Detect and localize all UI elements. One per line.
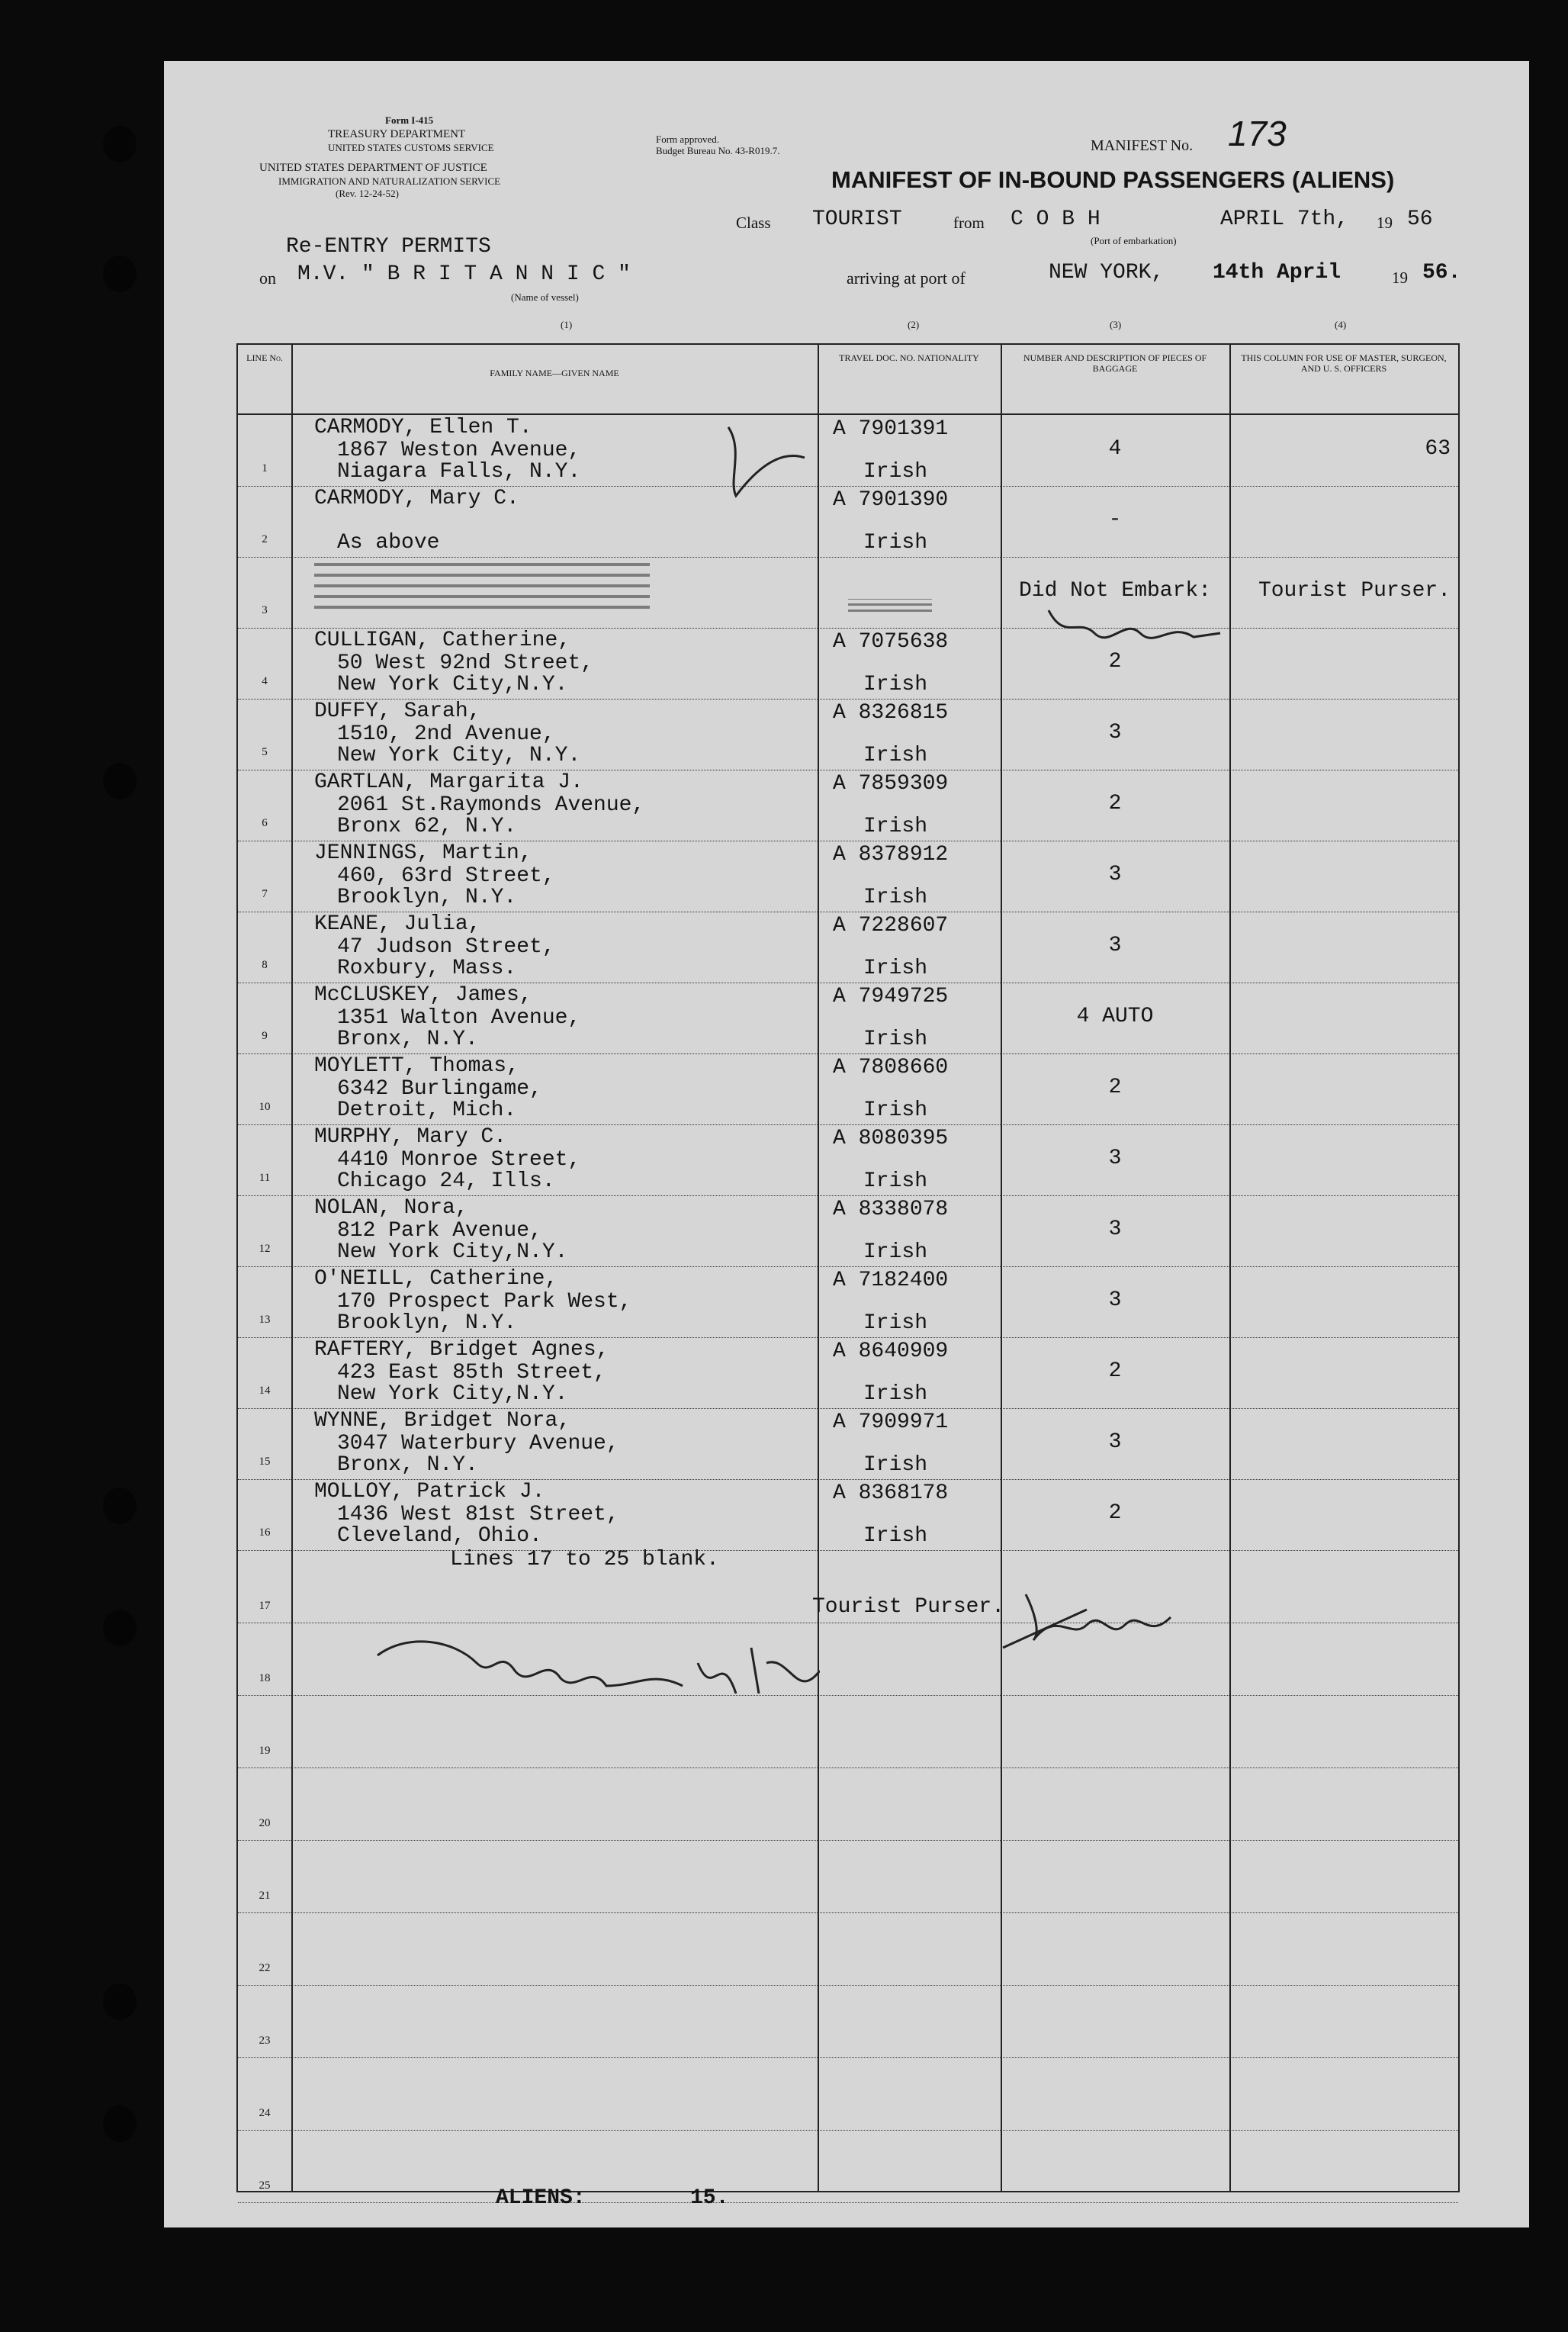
- class-label: Class: [736, 214, 771, 232]
- passenger-name: KEANE, Julia,: [314, 912, 481, 936]
- address-line-1: 423 East 85th Street,: [337, 1361, 606, 1385]
- col-head-baggage: NUMBER AND DESCRIPTION OF PIECES OF BAGGAGE: [1023, 352, 1207, 374]
- arrival-year-prefix: 19: [1392, 269, 1408, 287]
- nationality: Irish: [863, 957, 928, 980]
- address-line-2: Brooklyn, N.Y.: [337, 1311, 517, 1335]
- class-value: TOURIST: [812, 207, 902, 231]
- nationality: Irish: [863, 815, 928, 838]
- line-number: 24: [259, 2107, 271, 2119]
- officer-note: Tourist Purser.: [1258, 579, 1451, 603]
- row-divider: [238, 2057, 1458, 2058]
- on-label: on: [259, 269, 276, 288]
- travel-doc-number: A 7949725: [833, 985, 949, 1008]
- baggage-count: 3: [1108, 1430, 1122, 1454]
- address-line-1: 460, 63rd Street,: [337, 864, 555, 888]
- address-line-2: Cleveland, Ohio.: [337, 1524, 542, 1548]
- table-row: [238, 1337, 1458, 1408]
- purser-label: Tourist Purser.: [812, 1595, 1005, 1619]
- line-number: 8: [262, 959, 268, 971]
- table-row: [238, 1266, 1458, 1337]
- struck-out-doc: [848, 599, 932, 616]
- baggage-count: 3: [1108, 934, 1122, 957]
- did-not-embark-signature: [1041, 595, 1224, 656]
- address-line-2: New York City,N.Y.: [337, 673, 568, 696]
- struck-out-entry: [314, 563, 650, 616]
- travel-doc-number: A 7901391: [833, 417, 949, 441]
- address-line-1: 2061 St.Raymonds Avenue,: [337, 793, 645, 817]
- punch-hole: [103, 2105, 137, 2142]
- baggage-count: 3: [1108, 863, 1122, 886]
- travel-doc-number: A 7228607: [833, 914, 949, 938]
- address-line-1: 3047 Waterbury Avenue,: [337, 1432, 619, 1455]
- manifest-title: MANIFEST OF IN-BOUND PASSENGERS (ALIENS): [831, 166, 1395, 193]
- address-line-1: 4410 Monroe Street,: [337, 1148, 581, 1172]
- nationality: Irish: [863, 886, 928, 909]
- table-row: [238, 770, 1458, 841]
- arriving-label: arriving at port of: [847, 269, 966, 288]
- reentry-permits: Re-ENTRY PERMITS: [286, 235, 491, 259]
- passenger-table: [236, 343, 1460, 2192]
- nationality: Irish: [863, 1240, 928, 1264]
- address-line-1: 812 Park Avenue,: [337, 1219, 542, 1243]
- nationality: Irish: [863, 460, 928, 484]
- baggage-count: 2: [1108, 650, 1122, 674]
- line-number: 7: [262, 888, 268, 900]
- travel-doc-number: A 8080395: [833, 1127, 949, 1150]
- address-line-1: 50 West 92nd Street,: [337, 651, 594, 675]
- passenger-name: DUFFY, Sarah,: [314, 700, 481, 723]
- line-number: 20: [259, 1817, 271, 1829]
- row-divider: [238, 1767, 1458, 1768]
- table-row: [238, 486, 1458, 557]
- baggage-count: 3: [1108, 1217, 1122, 1241]
- vessel-name: M.V. " B R I T A N N I C ": [297, 262, 631, 286]
- travel-doc-number: A 8368178: [833, 1481, 949, 1505]
- address-line-2: New York City, N.Y.: [337, 744, 581, 767]
- nationality: Irish: [863, 1311, 928, 1335]
- punch-hole: [103, 763, 137, 799]
- line-number: 3: [262, 604, 268, 616]
- row-divider: [238, 2202, 1458, 2203]
- baggage-count: 4 AUTO: [1076, 1005, 1154, 1028]
- travel-doc-number: A 7901390: [833, 488, 949, 512]
- line-number: 17: [259, 1600, 271, 1612]
- manifest-number: 173: [1228, 114, 1287, 153]
- baggage-count: 3: [1108, 721, 1122, 745]
- baggage-count: 2: [1108, 792, 1122, 815]
- punch-hole: [103, 126, 137, 162]
- passenger-name: MOLLOY, Patrick J.: [314, 1480, 545, 1504]
- nationality: Irish: [863, 673, 928, 696]
- line-number: 14: [259, 1385, 271, 1397]
- manifest-page: [164, 61, 1529, 2227]
- vessel-caption: (Name of vessel): [511, 291, 579, 303]
- from-label: from: [953, 214, 985, 232]
- passenger-name: O'NEILL, Catherine,: [314, 1267, 558, 1291]
- col-head-line: LINE No.: [246, 352, 283, 363]
- row-divider: [238, 1985, 1458, 1986]
- form-approved: Form approved.: [656, 133, 720, 145]
- nationality: Irish: [863, 1028, 928, 1051]
- officer-signature: [362, 1617, 820, 1709]
- passenger-name: GARTLAN, Margarita J.: [314, 770, 583, 794]
- passenger-name: JENNINGS, Martin,: [314, 841, 532, 865]
- line-number: 6: [262, 817, 268, 829]
- arrival-date: 14th April: [1213, 261, 1341, 285]
- customs-service: UNITED STATES CUSTOMS SERVICE: [328, 142, 494, 153]
- budget-bureau: Budget Bureau No. 43-R019.7.: [656, 145, 780, 156]
- line-number: 10: [259, 1101, 271, 1113]
- travel-doc-number: A 8326815: [833, 701, 949, 725]
- embark-year: 56: [1407, 207, 1433, 231]
- table-row: [238, 912, 1458, 983]
- travel-doc-number: A 7182400: [833, 1269, 949, 1292]
- travel-doc-number: A 8338078: [833, 1198, 949, 1221]
- col-num-1: (1): [561, 319, 573, 330]
- line-number: 19: [259, 1745, 271, 1757]
- port-embark-caption: (Port of embarkation): [1091, 235, 1177, 246]
- address-line-2: Brooklyn, N.Y.: [337, 886, 517, 909]
- nationality: Irish: [863, 1524, 928, 1548]
- arrival-port: NEW YORK,: [1049, 261, 1165, 285]
- line-number: 23: [259, 2034, 271, 2047]
- table-row: [238, 1124, 1458, 1195]
- passenger-name: NOLAN, Nora,: [314, 1196, 468, 1220]
- col-head-doc: TRAVEL DOC. NO. NATIONALITY: [839, 352, 979, 363]
- address-line-1: 1510, 2nd Avenue,: [337, 722, 555, 746]
- table-row: [238, 1195, 1458, 1266]
- nationality: Irish: [863, 1169, 928, 1193]
- line-number: 4: [262, 675, 268, 687]
- address-line-2: Roxbury, Mass.: [337, 957, 517, 980]
- address-line-1: 1436 West 81st Street,: [337, 1503, 619, 1526]
- passenger-name: CULLIGAN, Catherine,: [314, 629, 571, 652]
- travel-doc-number: A 8378912: [833, 843, 949, 867]
- passenger-name: McCLUSKEY, James,: [314, 983, 532, 1007]
- table-row: [238, 983, 1458, 1053]
- row-divider: [238, 2130, 1458, 2131]
- row-divider: [238, 1912, 1458, 1913]
- doj-title: UNITED STATES DEPARTMENT OF JUSTICE: [259, 162, 487, 174]
- baggage-count: -: [1108, 508, 1122, 532]
- address-line-1: 47 Judson Street,: [337, 935, 555, 959]
- officer-note: 63: [1425, 437, 1451, 461]
- embark-date: APRIL 7th,: [1220, 207, 1349, 231]
- nationality: Irish: [863, 1453, 928, 1477]
- punch-hole: [103, 1983, 137, 2020]
- line-number: 16: [259, 1526, 271, 1539]
- baggage-count: Did Not Embark:: [1018, 579, 1212, 603]
- col-num-2: (2): [908, 319, 920, 330]
- address-line-2: Detroit, Mich.: [337, 1098, 517, 1122]
- ins-title: IMMIGRATION AND NATURALIZATION SERVICE: [278, 175, 501, 187]
- table-row: [238, 415, 1458, 486]
- baggage-count: 3: [1108, 1288, 1122, 1312]
- passenger-name: WYNNE, Bridget Nora,: [314, 1409, 571, 1433]
- revision-date: (Rev. 12-24-52): [336, 188, 399, 199]
- address-line-2: New York City,N.Y.: [337, 1382, 568, 1406]
- treasury-dept: TREASURY DEPARTMENT: [328, 128, 466, 140]
- line-number: 13: [259, 1314, 271, 1326]
- table-row: [238, 1408, 1458, 1479]
- line-number: 11: [259, 1172, 271, 1184]
- line-number: 25: [259, 2179, 271, 2192]
- travel-doc-number: A 7808660: [833, 1056, 949, 1079]
- address-line-2: Bronx 62, N.Y.: [337, 815, 517, 838]
- address-line-1: 170 Prospect Park West,: [337, 1290, 632, 1314]
- passenger-name: CARMODY, Mary C.: [314, 487, 519, 510]
- passenger-name: RAFTERY, Bridget Agnes,: [314, 1338, 609, 1362]
- initials-mark: [713, 420, 820, 511]
- purser-signature: [995, 1579, 1194, 1655]
- table-row: [238, 841, 1458, 912]
- punch-hole: [103, 1488, 137, 1524]
- col-num-4: (4): [1335, 319, 1347, 330]
- form-number: Form I-415: [385, 114, 434, 126]
- col-num-3: (3): [1110, 319, 1122, 330]
- travel-doc-number: A 7075638: [833, 630, 949, 654]
- line-number: 22: [259, 1962, 271, 1974]
- address-line-1: 1867 Weston Avenue,: [337, 439, 581, 462]
- punch-hole: [103, 256, 137, 292]
- aliens-count: 15.: [690, 2186, 729, 2210]
- row-divider: [238, 1550, 1458, 1551]
- blank-lines-note: Lines 17 to 25 blank.: [450, 1548, 719, 1571]
- line-number: 1: [262, 462, 268, 474]
- table-row: [238, 1053, 1458, 1124]
- col-head-officers: THIS COLUMN FOR USE OF MASTER, SURGEON, AND U. S. OFFICERS: [1241, 352, 1447, 374]
- punch-hole: [103, 1610, 137, 1646]
- nationality: Irish: [863, 1098, 928, 1122]
- line-number: 9: [262, 1030, 268, 1042]
- address-line-2: Bronx, N.Y.: [337, 1453, 478, 1477]
- passenger-name: MOYLETT, Thomas,: [314, 1054, 519, 1078]
- passenger-name: CARMODY, Ellen T.: [314, 416, 532, 439]
- baggage-count: 2: [1108, 1076, 1122, 1099]
- nationality: Irish: [863, 531, 928, 555]
- manifest-no-label: MANIFEST No.: [1091, 137, 1194, 154]
- address-line-1: 1351 Walton Avenue,: [337, 1006, 581, 1030]
- line-number: 18: [259, 1672, 271, 1684]
- line-number: 15: [259, 1455, 271, 1468]
- travel-doc-number: A 8640909: [833, 1340, 949, 1363]
- address-line-2: Chicago 24, Ills.: [337, 1169, 555, 1193]
- col-head-name: FAMILY NAME—GIVEN NAME: [490, 368, 619, 378]
- address-line-2: Niagara Falls, N.Y.: [337, 460, 581, 484]
- line-number: 5: [262, 746, 268, 758]
- baggage-count: 2: [1108, 1501, 1122, 1525]
- table-row: [238, 1479, 1458, 1550]
- baggage-count: 4: [1108, 437, 1122, 461]
- from-value: C O B H: [1011, 207, 1100, 231]
- row-divider: [238, 1840, 1458, 1841]
- line-number: 21: [259, 1890, 271, 1902]
- table-row: [238, 699, 1458, 770]
- passenger-name: MURPHY, Mary C.: [314, 1125, 507, 1149]
- aliens-label: ALIENS:: [496, 2186, 586, 2210]
- arrival-year: 56.: [1422, 261, 1461, 285]
- year-prefix: 19: [1377, 214, 1393, 232]
- address-line-2: As above: [337, 531, 440, 555]
- address-line-2: New York City,N.Y.: [337, 1240, 568, 1264]
- travel-doc-number: A 7909971: [833, 1410, 949, 1434]
- table-row: [238, 628, 1458, 699]
- nationality: Irish: [863, 1382, 928, 1406]
- address-line-1: 6342 Burlingame,: [337, 1077, 542, 1101]
- line-number: 2: [262, 533, 268, 545]
- baggage-count: 3: [1108, 1147, 1122, 1170]
- nationality: Irish: [863, 744, 928, 767]
- baggage-count: 2: [1108, 1359, 1122, 1383]
- address-line-2: Bronx, N.Y.: [337, 1028, 478, 1051]
- line-number: 12: [259, 1243, 271, 1255]
- travel-doc-number: A 7859309: [833, 772, 949, 796]
